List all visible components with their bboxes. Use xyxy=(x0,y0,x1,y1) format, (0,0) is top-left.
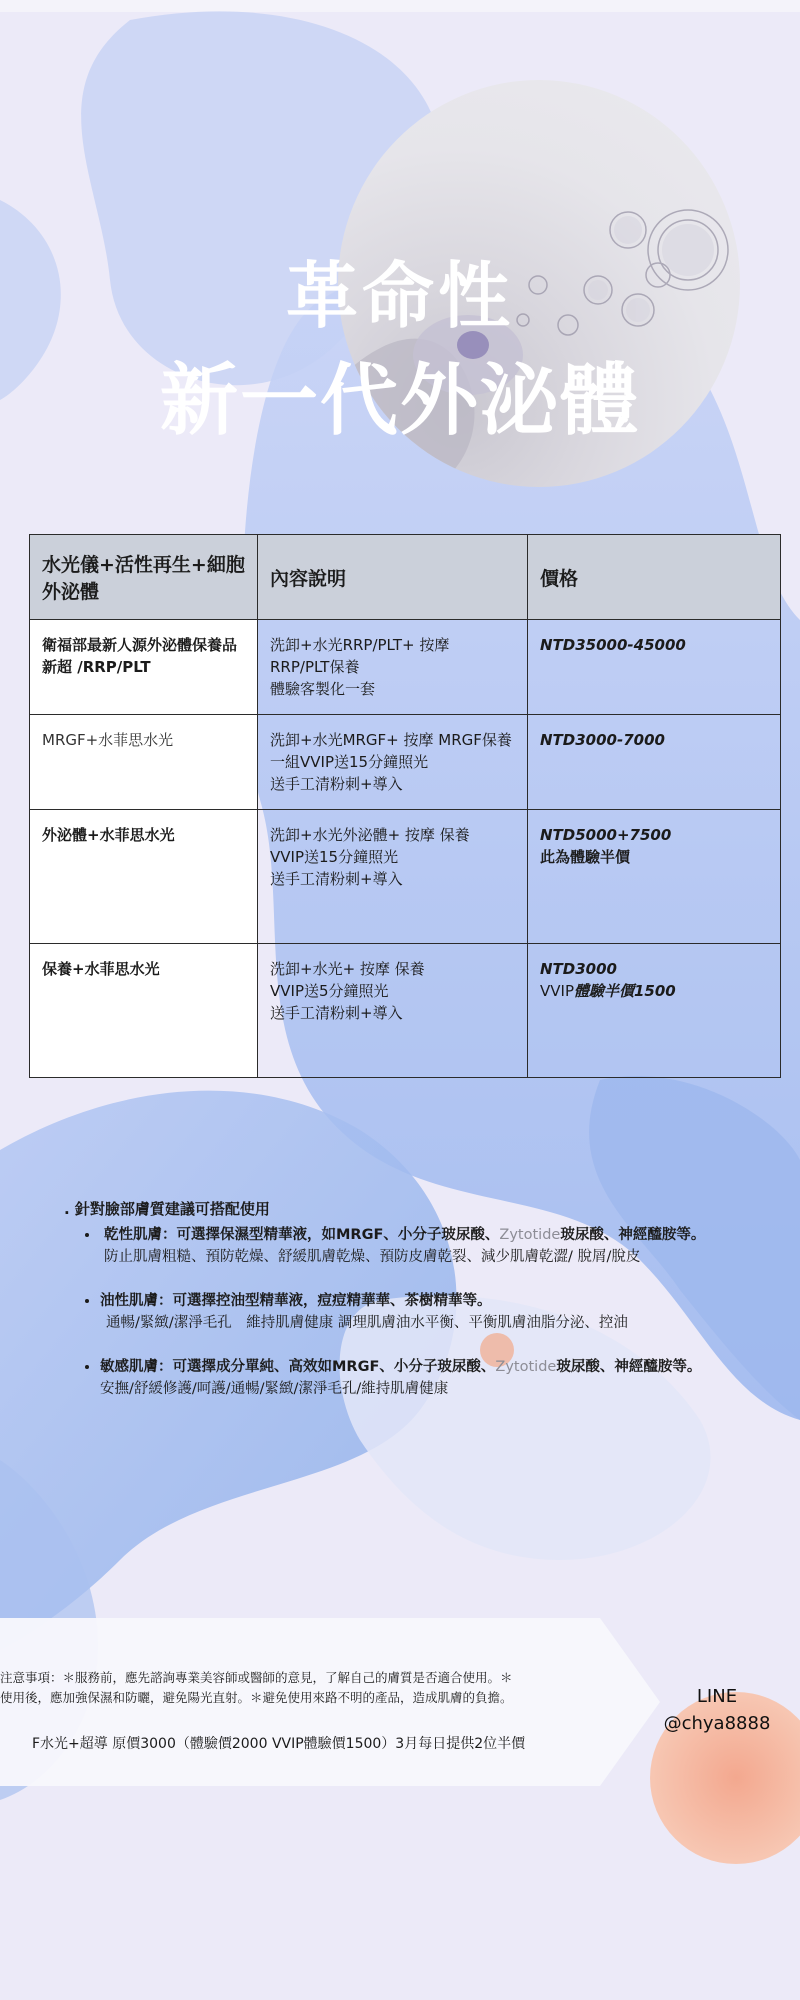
advice-lead xyxy=(100,1224,764,1246)
description-line: 送手工清粉刺+導入 xyxy=(270,1004,403,1022)
table-row xyxy=(30,944,781,1078)
promo-text: F水光+超導 原價3000（體驗價2000 VVIP體驗價1500）3月每日提供2位半價 xyxy=(32,1736,526,1752)
advice-detail: 通暢/緊緻/潔淨毛孔 維持肌膚健康 調理肌膚油水平衡、平衡肌膚油脂分泌、控油 xyxy=(106,1315,628,1331)
price-value: NTD5000+7500 xyxy=(540,826,672,844)
price-note-text: 體驗半價1500 xyxy=(574,982,676,1000)
description-line: 洗卸+水光外泌體+ 按摩 保養 xyxy=(270,826,470,844)
hero-title-line1: 革命性 xyxy=(285,254,514,338)
description-line: 送手工清粉刺+導入 xyxy=(270,870,403,888)
advice-lead-text: 油性肌膚：可選擇控油型精華液，痘痘精華華、茶樹精華等。 xyxy=(100,1293,492,1309)
hero-title-line2: 新一代外泌體 xyxy=(159,356,640,446)
description-line: VVIP送15分鐘照光 xyxy=(270,848,399,866)
service-name-cell: 保養+水菲思水光 xyxy=(30,944,258,1078)
description-line: RRP/PLT保養 xyxy=(270,658,360,676)
advice-detail: 安撫/舒緩修護/呵護/通暢/緊緻/潔淨毛孔/維持肌膚健康 xyxy=(100,1381,449,1397)
price-value: NTD3000-7000 xyxy=(540,731,665,749)
table-row xyxy=(30,620,781,715)
price-cell xyxy=(528,944,781,1078)
description-line: 送手工清粉刺+導入 xyxy=(270,775,403,793)
price-note xyxy=(540,980,768,1002)
advice-heading: . 針對臉部膚質建議可搭配使用 xyxy=(64,1200,270,1218)
price-table xyxy=(29,534,781,1078)
line-handle[interactable]: @chya8888 xyxy=(663,1713,771,1734)
table-header-cell: 價格 xyxy=(528,535,781,620)
list-item xyxy=(100,1224,764,1268)
description-line: 洗卸+水光RRP/PLT+ 按摩 xyxy=(270,636,450,654)
description-line: 洗卸+水光+ 按摩 保養 xyxy=(270,960,425,978)
service-name-cell: 外泌體+水菲思水光 xyxy=(30,810,258,944)
description-line: 洗卸+水光MRGF+ 按摩 MRGF保養一組VVIP送15分鐘照光 xyxy=(270,731,512,771)
table-header-row xyxy=(30,535,781,620)
advice-ingredient: Zytotide xyxy=(495,1359,557,1375)
price-cell xyxy=(528,715,781,810)
price-note-prefix: VVIP xyxy=(540,982,574,1000)
service-name-cell: 衛福部最新人源外泌體保養品新超 /RRP/PLT xyxy=(30,620,258,715)
advice-lead-end: 玻尿酸、神經醯胺等。 xyxy=(556,1359,702,1375)
description-line: 體驗客製化一套 xyxy=(270,680,376,698)
notice-text xyxy=(0,1668,640,1708)
advice-lead-text: 敏感肌膚：可選擇成分單純、高效如MRGF、小分子玻尿酸、 xyxy=(100,1359,496,1375)
description-cell xyxy=(258,944,528,1078)
list-item xyxy=(100,1290,764,1334)
price-note: 此為體驗半價 xyxy=(540,848,631,866)
skin-advice-section xyxy=(64,1198,764,1422)
list-item xyxy=(100,1356,764,1400)
advice-ingredient: Zytotide xyxy=(499,1227,561,1243)
table-row xyxy=(30,715,781,810)
line-label: LINE xyxy=(696,1686,738,1707)
price-cell xyxy=(528,810,781,944)
description-cell xyxy=(258,620,528,715)
price-cell xyxy=(528,620,781,715)
price-value: NTD3000 xyxy=(540,960,617,978)
advice-detail: 防止肌膚粗糙、預防乾燥、舒緩肌膚乾燥、預防皮膚乾裂、減少肌膚乾澀/ 脫屑/脫皮 xyxy=(104,1249,641,1265)
description-cell xyxy=(258,810,528,944)
notice-line: 注意事項：＊服務前，應先諮詢專業美容師或醫師的意見，了解自己的膚質是否適合使用。＊ xyxy=(0,1670,513,1685)
service-name-cell: MRGF+水菲思水光 xyxy=(30,715,258,810)
advice-list xyxy=(64,1224,764,1400)
advice-lead-text: 乾性肌膚：可選擇保濕型精華液，如MRGF、小分子玻尿酸、 xyxy=(104,1227,500,1243)
advice-lead xyxy=(100,1290,764,1312)
advice-lead xyxy=(100,1356,764,1378)
notice-line: 使用後，應加強保濕和防曬，避免陽光直射。＊避免使用來路不明的產品，造成肌膚的負擔。 xyxy=(0,1690,513,1705)
table-header-cell: 水光儀+活性再生+細胞外泌體 xyxy=(30,535,258,620)
table-header-cell: 內容說明 xyxy=(258,535,528,620)
line-contact xyxy=(662,1683,772,1737)
price-value: NTD35000-45000 xyxy=(540,636,686,654)
advice-lead-end: 玻尿酸、神經醯胺等。 xyxy=(560,1227,706,1243)
description-cell xyxy=(258,715,528,810)
description-line: VVIP送5分鐘照光 xyxy=(270,982,389,1000)
table-row xyxy=(30,810,781,944)
